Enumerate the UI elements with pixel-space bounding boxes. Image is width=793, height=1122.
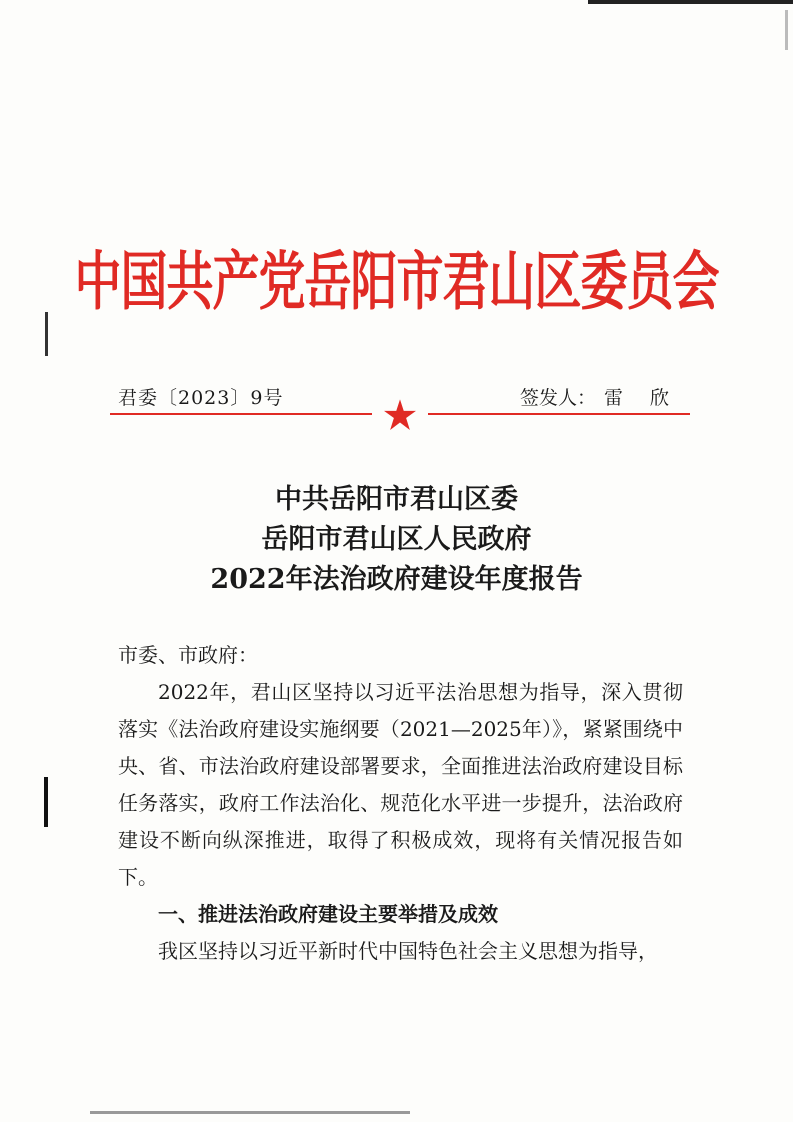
signer-label: 签发人：: [519, 387, 596, 409]
red-rule-left: [110, 413, 372, 415]
red-rule-right: [428, 413, 690, 415]
body-paragraph: 2022年，君山区坚持以习近平法治思想为指导，深入贯彻落实《法治政府建设实施纲要（2021—2025年）》，紧紧围绕中央、省、市法治政府建设部署要求，全面推进法治政府建设目标任务落实，政府工作法治化、规范化水平进一步提升，法治政府建设不断向纵深推进，取得了积极成效，现将有关情况报告如下。: [118, 680, 683, 889]
scan-binding-mark: [44, 777, 48, 827]
scan-edge-mark: [90, 1111, 410, 1114]
document-title: [0, 480, 793, 600]
salutation: 市委、市政府：: [118, 643, 258, 667]
document-body: [118, 637, 683, 970]
red-star-icon: [383, 398, 417, 432]
scan-edge-mark: [785, 10, 788, 50]
document-number: 君委〔2023〕9号: [118, 387, 284, 409]
title-line-1: 中共岳阳市君山区委: [275, 484, 518, 515]
title-line-3: 2022年法治政府建设年度报告: [210, 564, 583, 595]
title-line-2: 岳阳市君山区人民政府: [261, 524, 532, 555]
body-paragraph: 我区坚持以习近平新时代中国特色社会主义思想为指导，: [158, 939, 658, 963]
signer-name: 雷 欣: [603, 387, 673, 409]
scan-edge-mark: [588, 0, 793, 4]
signer: [520, 383, 673, 410]
section-heading: 一、推进法治政府建设主要举措及成效: [158, 902, 498, 926]
red-masthead: 中国共产党岳阳市君山区委员会: [74, 245, 719, 320]
